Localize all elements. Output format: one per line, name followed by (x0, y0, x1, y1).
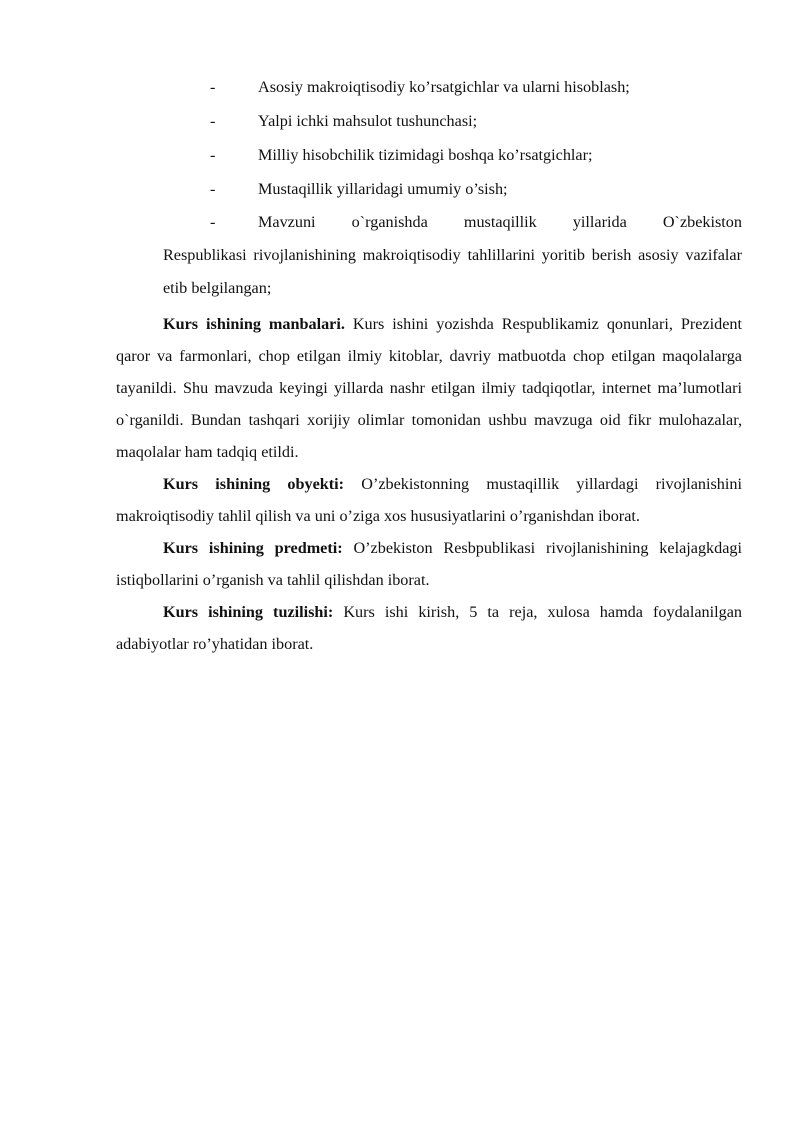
bullet-text: Yalpi ichki mahsulot tushunchasi; (258, 112, 478, 130)
paragraph-body: O’zbekiston Resbpublikasi rivojlanishining kelajagkdagi istiqbollarini o’rganish va tahlil qilishdan iborat. (116, 539, 742, 589)
bullet-text-continuation: Respublikasi rivojlanishining makroiqtisodiy tahlillarini yoritib berish asosiy vazifalar etib belgilangan; (163, 246, 742, 297)
paragraph-body: Kurs ishi kirish, 5 ta reja, xulosa hamda foydalanilgan adabiyotlar ro’yhatidan iborat. (116, 603, 742, 653)
bullet-dash: - (210, 213, 216, 231)
bullet-text: Asosiy makroiqtisodiy ko’rsatgichlar va ularni hisoblash; (258, 78, 630, 96)
bullet-text: Mustaqillik yillaridagi umumiy o’sish; (258, 180, 508, 198)
paragraph-heading: Kurs ishining tuzilishi: (163, 603, 334, 621)
paragraph-object (116, 468, 742, 532)
bullet-dash: - (210, 180, 216, 198)
body-paragraphs (116, 308, 742, 660)
paragraph-sources (116, 308, 742, 468)
paragraph-subject (116, 532, 742, 596)
paragraph-heading: Kurs ishining manbalari. (163, 315, 345, 333)
paragraph-heading: Kurs ishining obyekti: (163, 475, 345, 493)
list-item (0, 138, 800, 172)
bullet-dash: - (210, 112, 216, 130)
bullet-dash: - (210, 78, 216, 96)
list-item (0, 172, 800, 206)
paragraph-body: Kurs ishini yozishda Respublikamiz qonunlari, Prezident qaror va farmonlari, chop etilgan ilmiy kitoblar, davriy matbuotda chop etilgan maqolalarga tayanildi. Shu mavzuda keyingi yillarda nashr etilgan ilmiy tadqiqotlar, internet ma’lumotlari o`rganildi. Bundan tashqari xorijiy olimlar tomonidan ushbu mavzuga oid fikr mulohazalar, maqolalar ham tadqiq etildi. (116, 315, 742, 461)
bullet-dash: - (210, 146, 216, 164)
bullet-text-first-line: Mavzuni o`rganishda mustaqillik yillarida O`zbekiston (258, 213, 742, 231)
list-item (0, 104, 800, 138)
paragraph-structure (116, 596, 742, 660)
bullet-text: Milliy hisobchilik tizimidagi boshqa ko’rsatgichlar; (258, 146, 593, 164)
bullet-list (0, 70, 800, 305)
list-item (0, 70, 800, 104)
paragraph-body: O’zbekistonning mustaqillik yillardagi rivojlanishini makroiqtisodiy tahlil qilish va uni o’ziga xos hususiyatlarini o’rganishdan iborat. (116, 475, 742, 525)
list-item (163, 206, 742, 305)
paragraph-heading: Kurs ishining predmeti: (163, 539, 343, 557)
